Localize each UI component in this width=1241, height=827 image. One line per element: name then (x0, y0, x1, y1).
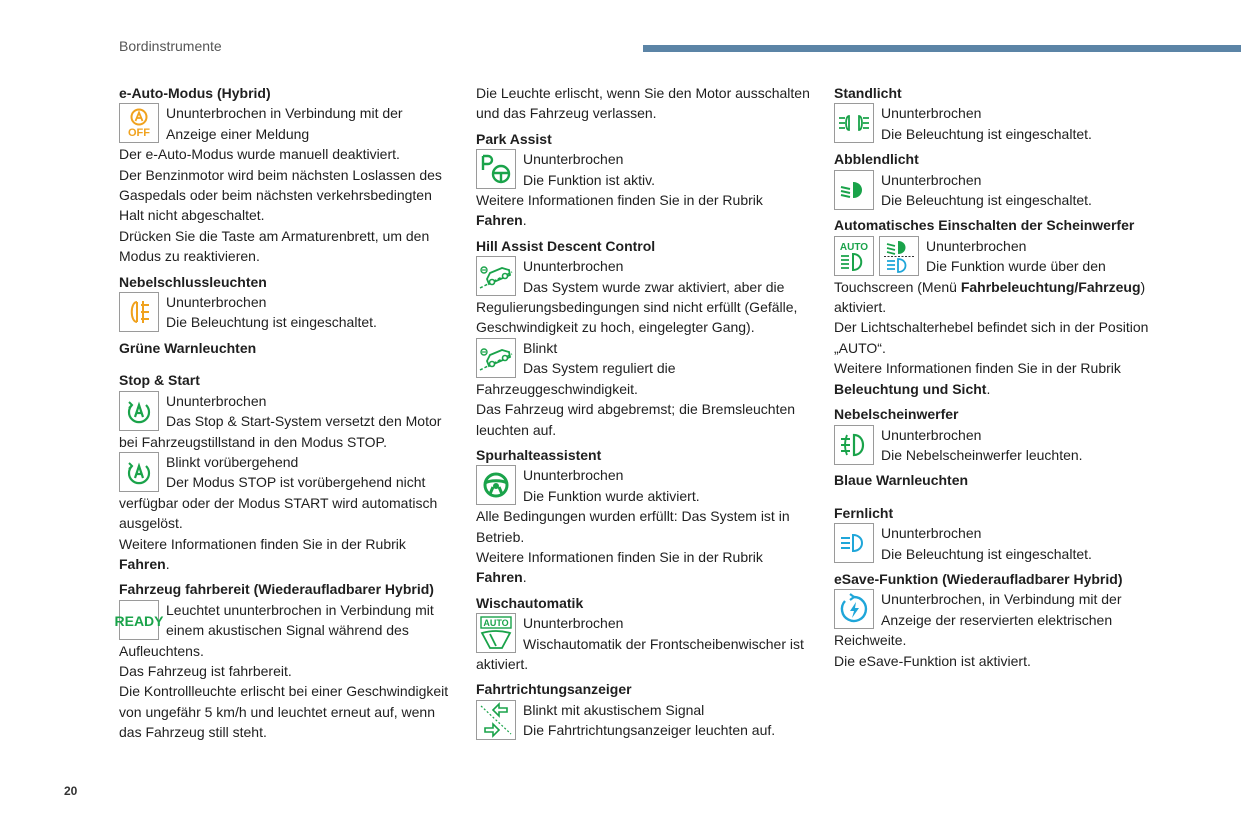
hill-text-2: Das System wurde zwar aktiviert, aber die Regulierungsbedingungen sind nicht erfüllt (Gefälle, Geschwindigkeit zu hoch, eingelegter Gang). (476, 278, 798, 336)
entry-fahrtrichtung (476, 700, 811, 741)
esave-text-1: Ununterbrochen, in Verbindung mit der Anzeige der reservierten elektrischen Reichweite. (834, 591, 1122, 649)
auto-menu-fahrbeleuchtung: Fahrbeleuchtung (960, 278, 1075, 295)
steering-wheel-icon (476, 465, 516, 505)
wiper-icon-label: AUTO (483, 618, 509, 629)
entry-park-assist: Ununterbrochen Die Funktion ist aktiv. Weitere Informationen finden Sie in der Rubrik Fahren. (476, 149, 811, 231)
heading-fernlicht: Fernlicht (834, 504, 894, 521)
ready-text-3: Die Kontrollleuchte erlischt bei einer Geschwindigkeit von ungefähr 5 km/h und leuchtet erneut auf, wenn das Fahrzeug still steht. (119, 683, 449, 741)
ready-icon-label: READY (114, 612, 164, 629)
ready-text-1: Leuchtet ununterbrochen in Verbindung mit einem akustischen Signal während des Aufleuchtens. (119, 601, 434, 659)
spur-link-fahren: Fahren (476, 569, 523, 586)
esave-text-2: Die eSave-Funktion ist aktiviert. (834, 652, 1031, 669)
entry-hill-assist-blink (476, 338, 811, 440)
heading-abblendlicht: Abblendlicht (834, 151, 919, 168)
stop-text-4: Der Modus STOP ist vorübergehend nicht verfügbar oder der Modus START wird automatisch ausgelöst. (119, 474, 438, 532)
low-beam-icon (834, 170, 874, 210)
column-1 (114, 83, 454, 743)
fern-text-1: Ununterbrochen (881, 525, 982, 542)
heading-stop-start: Stop & Start (119, 372, 200, 389)
park-assist-icon (476, 149, 516, 189)
nebelschluss-text-1: Ununterbrochen (166, 294, 267, 311)
abbl-text-1: Ununterbrochen (881, 171, 982, 188)
hill-text-5: Das Fahrzeug wird abgebremst; die Bremsleuchten leuchten auf. (476, 401, 796, 438)
heading-auto-scheinwerfer: Automatisches Einschalten der Scheinwerfer (834, 217, 1135, 234)
stop-start-icon (119, 391, 159, 431)
rear-fog-light-icon (119, 292, 159, 332)
entry-stop-start-blink: Blinkt vorübergehend Der Modus STOP ist vorübergehend nicht verfügbar oder der Modus START wird automatisch ausgelöst. Weitere Informationen finden Sie in der Rubrik Fahren. (119, 452, 454, 574)
header-title: Bordinstrumente (119, 38, 222, 54)
page-number: 20 (64, 784, 78, 798)
entry-auto-scheinwerfer: AUTO Ununterbrochen Die Funktion wurde über den Touchscreen (Menü Fahrbeleuchtung/Fahrzeug) aktiviert. Der Lichtschalterhebel befindet sich in der Position „AUTO“. Weitere Informationen finden Sie in der Rubrik Beleuchtung und Sicht. (834, 236, 1174, 399)
stop-text-5: Weitere Informationen finden Sie in der Rubrik (119, 535, 406, 552)
hill-descent-icon (476, 338, 516, 378)
entry-standlicht (834, 103, 1174, 144)
park-text-2: Die Funktion ist aktiv. (523, 171, 656, 188)
auto-menu-sep: / (1074, 278, 1079, 295)
auto-text-1: Ununterbrochen (926, 237, 1027, 254)
side-light-icon (834, 103, 874, 143)
entry-fernlicht (834, 523, 1174, 564)
entry-eauto (119, 103, 454, 266)
ready-text-2: Das Fahrzeug ist fahrbereit. (119, 662, 292, 679)
esave-icon (834, 589, 874, 629)
hill-text-4: Das System reguliert die Fahrzeuggeschwindigkeit. (476, 360, 676, 397)
stop-text-2: Das Stop & Start-System versetzt den Motor bei Fahrzeugstillstand in den Modus STOP. (119, 413, 442, 450)
spur-text-2: Die Funktion wurde aktiviert. (523, 487, 700, 504)
spur-text-4: Weitere Informationen finden Sie in der Rubrik (476, 548, 763, 565)
turn-signal-icon (476, 700, 516, 740)
fern-text-2: Die Beleuchtung ist eingeschaltet. (881, 545, 1092, 562)
stop-text-3: Blinkt vorübergehend (166, 453, 299, 470)
eauto-text-2: Der e-Auto-Modus wurde manuell deaktiviert. (119, 146, 400, 163)
stop-link-fahren: Fahren (119, 555, 166, 572)
auto-link-beleuchtung: Beleuchtung und Sicht (834, 380, 987, 397)
spur-text-3: Alle Bedingungen wurden erfüllt: Das System ist in Betrieb. (476, 508, 790, 545)
auto-headlight-icon-label: AUTO (839, 241, 869, 253)
entry-ready (114, 600, 454, 743)
heading-wischautomatik: Wischautomatik (476, 594, 584, 611)
auto-text-2: Die Funktion wurde über den Touchscreen (Menü (834, 258, 1106, 295)
heading-park-assist: Park Assist (476, 130, 552, 147)
auto-text-6: ) aktiviert. (834, 278, 1146, 316)
park-text-1: Ununterbrochen (523, 151, 624, 168)
ready-icon (114, 600, 164, 640)
stop-text-1: Ununterbrochen (166, 392, 267, 409)
wisch-text-2: Wischautomatik der Frontscheibenwischer ist aktiviert. (476, 635, 804, 672)
heading-fahrtrichtung: Fahrtrichtungsanzeiger (476, 681, 632, 698)
heading-standlicht: Standlicht (834, 85, 902, 101)
heading-eauto: e-Auto-Modus (Hybrid) (119, 85, 271, 101)
stand-text-1: Ununterbrochen (881, 105, 982, 122)
heading-nebelschluss: Nebelschlussleuchten (119, 273, 267, 290)
heading-ready: Fahrzeug fahrbereit (Wiederaufladbarer Hybrid) (119, 581, 434, 598)
heading-spurhalte: Spurhalteassistent (476, 446, 602, 463)
park-link-fahren: Fahren (476, 212, 523, 229)
abbl-text-2: Die Beleuchtung ist eingeschaltet. (881, 192, 1092, 209)
eauto-icon-label: OFF (128, 127, 150, 140)
stand-text-2: Die Beleuchtung ist eingeschaltet. (881, 125, 1092, 142)
auto-headlight-icon (834, 236, 874, 276)
entry-abblendlicht (834, 170, 1174, 211)
wisch-text-1: Ununterbrochen (523, 615, 624, 632)
eauto-text-1: Ununterbrochen in Verbindung mit der Anzeige einer Meldung (166, 105, 403, 142)
blink-text-2: Die Fahrtrichtungsanzeiger leuchten auf. (523, 722, 776, 739)
auto-text-8: Weitere Informationen finden Sie in der Rubrik (834, 360, 1121, 377)
nsw-text-2: Die Nebelscheinwerfer leuchten. (881, 446, 1083, 463)
column-2 (476, 83, 811, 741)
hill-text-3: Blinkt (523, 339, 558, 356)
entry-spurhalte: Ununterbrochen Die Funktion wurde aktiviert. Alle Bedingungen wurden erfüllt: Das System ist in Betrieb. Weitere Informationen finden Sie in der Rubrik Fahren. (476, 465, 811, 587)
stop-start-icon (119, 452, 159, 492)
entry-esave (834, 589, 1174, 671)
heading-esave: eSave-Funktion (Wiederaufladbarer Hybrid) (834, 570, 1123, 587)
header-bar (643, 45, 1241, 52)
headlight-switch-icon (879, 236, 919, 276)
nsw-text-1: Ununterbrochen (881, 426, 982, 443)
heading-blaue-warnleuchten: Blaue Warnleuchten (834, 472, 969, 489)
heading-gruene-warnleuchten: Grüne Warnleuchten (119, 339, 257, 356)
column-3 (834, 83, 1174, 671)
heading-nebelscheinwerfer: Nebelscheinwerfer (834, 406, 959, 423)
blink-text-1: Blinkt mit akustischem Signal (523, 701, 705, 718)
entry-stop-start (119, 391, 454, 452)
auto-text-7: Der Lichtschalterhebel befindet sich in der Position „AUTO“. (834, 319, 1149, 356)
entry-nebelschluss (119, 292, 454, 333)
eauto-text-4: Drücken Sie die Taste am Armaturenbrett, um den Modus zu reaktivieren. (119, 227, 430, 265)
park-text-3: Weitere Informationen finden Sie in der Rubrik (476, 192, 763, 209)
auto-menu-fahrzeug: Fahrzeug (1078, 278, 1141, 295)
entry-hill-assist (476, 256, 811, 338)
entry-nebelscheinwerfer (834, 425, 1174, 466)
hill-text-1: Ununterbrochen (523, 258, 624, 275)
spur-text-1: Ununterbrochen (523, 467, 624, 484)
auto-wiper-icon (476, 613, 516, 653)
heading-hill-assist: Hill Assist Descent Control (476, 237, 656, 254)
hill-descent-icon (476, 256, 516, 296)
nebelschluss-text-2: Die Beleuchtung ist eingeschaltet. (166, 314, 377, 331)
high-beam-icon (834, 523, 874, 563)
eauto-text-3: Der Benzinmotor wird beim nächsten Loslassen des Gaspedals oder beim nächsten verkehrsbedingten Halt nicht abgeschaltet. (119, 166, 442, 224)
front-fog-light-icon (834, 425, 874, 465)
eauto-off-icon (119, 103, 159, 143)
intro-text: Die Leuchte erlischt, wenn Sie den Motor ausschalten und das Fahrzeug verlassen. (476, 85, 810, 122)
entry-wischautomatik (476, 613, 811, 674)
